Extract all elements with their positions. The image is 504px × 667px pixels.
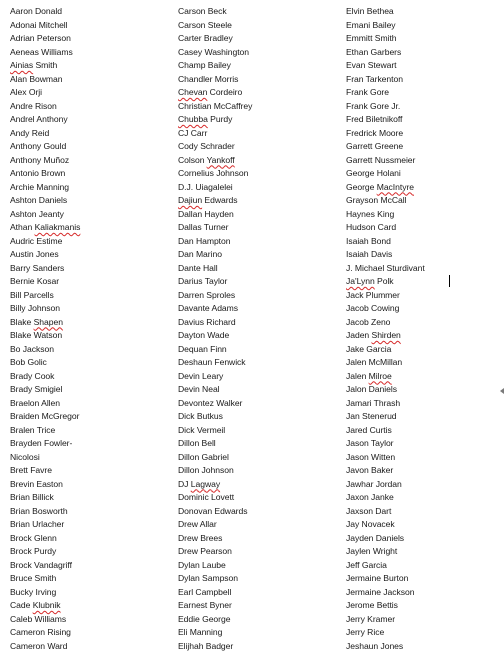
name-entry: Dominic Lovett	[178, 492, 235, 502]
name-entry: Earnest Byner	[178, 600, 232, 610]
name-entry: Drew Brees	[178, 532, 223, 543]
name-entry: Anthony Gould	[10, 141, 67, 151]
name-entry: Eddie George	[178, 613, 231, 624]
name-entry: Antonio Brown	[10, 168, 66, 178]
name-entry: Jeshaun Jones	[346, 640, 404, 651]
name-entry: Aaron Donald	[10, 6, 62, 16]
misspelled-word[interactable]: Shapen	[33, 316, 63, 327]
name-entry: Jermaine Burton	[346, 573, 409, 583]
name-entry: Cameron Ward	[10, 640, 68, 651]
name-entry: Devontez Walker	[178, 397, 243, 408]
name-entry: Drew Pearson	[178, 546, 232, 556]
name-entry: Jerome Bettis	[346, 600, 398, 610]
name-entry: Jaylen Wright	[346, 546, 398, 556]
name-entry: Brady Smigiel	[10, 384, 63, 394]
name-entry: Isaiah Bond	[346, 235, 391, 246]
name-entry: Jaden Shirden	[346, 330, 401, 340]
name-entry: J. Michael Sturdivant	[346, 262, 425, 273]
name-entry: Drew Allar	[178, 519, 217, 529]
name-entry: Ja'Lynn Polk	[346, 276, 394, 286]
name-entry: Grayson McCall	[346, 195, 407, 205]
misspelled-word[interactable]: Chevan	[178, 87, 208, 97]
name-entry: Bob Golic	[10, 357, 47, 367]
name-entry: Dan Hampton	[178, 235, 231, 246]
name-entry: Anthony Muñoz	[10, 154, 70, 165]
name-entry: Jawhar Jordan	[346, 478, 402, 489]
name-entry: Haynes King	[346, 208, 395, 219]
name-entry: Dante Hall	[178, 262, 218, 273]
name-entry: Barry Sanders	[10, 262, 65, 273]
name-entry: Audric Estime	[10, 235, 63, 246]
misspelled-word[interactable]: Lagway	[190, 478, 221, 489]
name-entry: Ashton Jeanty	[10, 208, 64, 219]
name-entry: Jalen Milroe	[346, 370, 392, 381]
name-entry: Fred Biletnikoff	[346, 114, 403, 124]
name-entry: Brock Purdy	[10, 546, 57, 556]
name-entry: Emmitt Smith	[346, 33, 397, 43]
name-entry: Jan Stenerud	[346, 411, 397, 421]
name-entry: Brian Bosworth	[10, 505, 68, 516]
name-entry: Athan Kaliakmanis	[10, 222, 81, 232]
name-entry: Chevan Cordeiro	[178, 87, 243, 97]
name-entry: Colson Yankoff	[178, 154, 235, 165]
name-entry: Dallas Turner	[178, 222, 229, 232]
misspelled-word[interactable]: MacIntyre	[376, 181, 414, 192]
name-entry: Jacob Cowing	[346, 303, 400, 313]
name-entry: Dillon Bell	[178, 438, 216, 448]
name-entry: Brian Billick	[10, 492, 54, 502]
name-entry: Ashton Daniels	[10, 195, 68, 205]
name-entry: Dequan Finn	[178, 343, 227, 354]
name-entry: Jamari Thrash	[346, 397, 401, 408]
name-entry: Billy Johnson	[10, 303, 60, 313]
name-entry: Jack Plummer	[346, 289, 400, 300]
name-entry: Devin Leary	[178, 370, 224, 381]
name-entry: Devin Neal	[178, 384, 220, 394]
name-entry: Hudson Card	[346, 222, 397, 232]
name-entry: Ethan Garbers	[346, 46, 402, 57]
misspelled-word[interactable]: Chubba	[178, 114, 208, 124]
name-entry: Evan Stewart	[346, 60, 397, 70]
name-entry: Jaxon Janke	[346, 492, 394, 502]
name-entry: Fredrick Moore	[346, 127, 404, 138]
name-entry: Darius Taylor	[178, 276, 228, 286]
misspelled-word[interactable]: Yankoff	[206, 154, 235, 165]
name-entry: CJ Carr	[178, 127, 208, 138]
name-entry: Earl Campbell	[178, 586, 232, 597]
name-entry: Brett Favre	[10, 465, 52, 475]
name-entry: Brady Cook	[10, 370, 55, 381]
name-entry: Cameron Rising	[10, 627, 71, 637]
name-entry: Dick Butkus	[178, 411, 223, 421]
name-entry: Isaiah Davis	[346, 249, 393, 259]
name-entry: Garrett Nussmeier	[346, 154, 416, 165]
name-entry: Adrian Peterson	[10, 33, 71, 43]
misspelled-word[interactable]: Shirden	[371, 330, 401, 340]
name-entry: Jermaine Jackson	[346, 586, 415, 597]
name-entry: Emani Bailey	[346, 19, 396, 30]
name-entry: Andre Rison	[10, 100, 57, 111]
name-entry: Brian Urlacher	[10, 519, 65, 529]
name-entry: Bucky Irving	[10, 586, 57, 597]
name-entry: Donovan Edwards	[178, 505, 248, 516]
name-entry: Christian McCaffrey	[178, 100, 253, 111]
name-entry: Champ Bailey	[178, 60, 231, 70]
name-entry: Austin Jones	[10, 249, 59, 259]
name-entry: Fran Tarkenton	[346, 73, 403, 84]
name-entry: Andy Reid	[10, 127, 50, 138]
name-entry: Jerry Rice	[346, 627, 385, 637]
name-entry: George Holani	[346, 168, 401, 178]
name-entry: Jaxson Dart	[346, 505, 392, 516]
name-entry: Jason Witten	[346, 451, 396, 462]
name-entry: Dylan Sampson	[178, 573, 239, 583]
name-entry: Dajiun Edwards	[178, 195, 238, 205]
page-edge-marker-icon	[500, 388, 504, 394]
text-cursor	[449, 275, 450, 287]
name-entry: Casey Washington	[178, 46, 250, 57]
name-entry: Aeneas Williams	[10, 46, 73, 57]
name-entry: Dan Marino	[178, 249, 222, 259]
name-entry: Deshaun Fenwick	[178, 357, 246, 367]
name-entry: Brevin Easton	[10, 478, 63, 489]
name-entry: Jared Curtis	[346, 424, 392, 435]
misspelled-word[interactable]: Dajiun	[178, 195, 203, 205]
misspelled-word[interactable]: Ainias	[10, 60, 34, 70]
name-column-1	[10, 5, 170, 653]
name-entry: Elijhah Badger	[178, 640, 234, 651]
name-entry: Javon Baker	[346, 465, 394, 475]
name-entry: Alan Bowman	[10, 73, 63, 84]
name-entry: Braelon Allen	[10, 397, 60, 408]
name-entry: Chandler Morris	[178, 73, 239, 84]
name-entry: Brock Glenn	[10, 532, 57, 543]
name-entry: Jayden Daniels	[346, 532, 405, 543]
name-entry: Frank Gore	[346, 87, 389, 97]
name-entry: Caleb Williams	[10, 613, 67, 624]
name-entry: Elvin Bethea	[346, 6, 394, 16]
misspelled-word[interactable]: Milroe	[368, 370, 392, 381]
name-entry: Jay Novacek	[346, 519, 395, 529]
name-entry: Jake Garcia	[346, 343, 392, 354]
name-entry: Carson Beck	[178, 6, 227, 16]
misspelled-word[interactable]: Kaliakmanis	[34, 222, 81, 232]
name-entry: Ainias Smith	[10, 60, 58, 70]
name-entry: Blake Shapen	[10, 316, 63, 327]
name-entry: Alex Orji	[10, 87, 43, 97]
name-entry: Archie Manning	[10, 181, 70, 192]
name-entry: Chubba Purdy	[178, 114, 233, 124]
misspelled-word[interactable]: Klubnik	[32, 600, 61, 610]
name-entry: Cade Klubnik	[10, 600, 61, 610]
name-entry: Jalon Daniels	[346, 384, 397, 394]
name-entry: Davius Richard	[178, 316, 236, 327]
name-entry: DJ Lagway	[178, 478, 221, 489]
name-entry: Jerry Kramer	[346, 613, 396, 624]
name-entry: Jason Taylor	[346, 438, 394, 448]
name-entry: Dayton Wade	[178, 330, 230, 340]
name-entry: Dallan Hayden	[178, 208, 234, 219]
name-entry: Bruce Smith	[10, 573, 57, 583]
name-entry: Bo Jackson	[10, 343, 54, 354]
name-entry: Brock Vandagriff	[10, 559, 72, 570]
name-entry: Dylan Laube	[178, 559, 226, 570]
name-entry: Frank Gore Jr.	[346, 100, 401, 111]
name-entry: Garrett Greene	[346, 141, 404, 151]
name-column-3	[346, 5, 496, 653]
name-entry: Davante Adams	[178, 303, 239, 313]
name-entry: Cody Schrader	[178, 141, 235, 151]
name-entry: Dillon Johnson	[178, 465, 234, 475]
name-entry: Cornelius Johnson	[178, 168, 249, 178]
name-entry: Blake Watson	[10, 330, 63, 340]
name-entry: Carson Steele	[178, 19, 232, 30]
name-entry: Darren Sproles	[178, 289, 236, 300]
name-entry: Jalen McMillan	[346, 357, 403, 367]
name-entry: Jacob Zeno	[346, 316, 391, 327]
name-entry: Braiden McGregor	[10, 411, 80, 421]
name-entry: Dick Vermeil	[178, 424, 226, 435]
name-entry: Bernie Kosar	[10, 276, 60, 286]
name-entry: Dillon Gabriel	[178, 451, 229, 462]
misspelled-word[interactable]: Ja'Lynn	[346, 276, 375, 286]
name-entry: Brayden Fowler-Nicolosi	[10, 438, 73, 462]
name-column-2	[178, 5, 338, 653]
name-entry: Andrel Anthony	[10, 114, 68, 124]
name-entry: Jeff Garcia	[346, 559, 387, 570]
name-entry: Bill Parcells	[10, 289, 54, 300]
name-entry: Adonai Mitchell	[10, 19, 68, 30]
name-entry: George MacIntyre	[346, 181, 414, 192]
name-entry: Carter Bradley	[178, 33, 233, 43]
name-entry: Bralen Trice	[10, 424, 56, 435]
name-entry: D.J. Uiagalelei	[178, 181, 233, 192]
name-entry: Eli Manning	[178, 627, 223, 637]
